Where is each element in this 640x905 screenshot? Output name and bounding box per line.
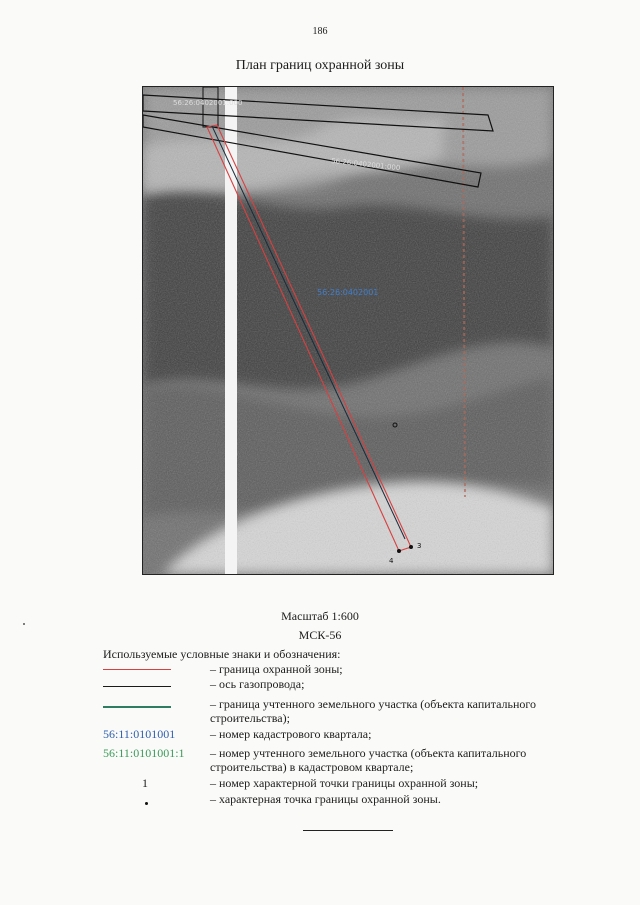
dash: – — [210, 677, 216, 691]
legend-text-axis: ось газопровода; — [219, 677, 305, 691]
boundary-point-3[interactable] — [409, 545, 413, 549]
parcel-number-sample: 56:11:0101001:1 — [103, 746, 185, 760]
boundary-point-4[interactable] — [397, 549, 401, 553]
legend-text-point: характерная точка границы охранной зоны. — [219, 792, 441, 806]
parcel-label-top: 56:26:0402001:000 — [173, 99, 243, 107]
dash: – — [210, 746, 216, 760]
legend-item-point — [103, 792, 583, 806]
legend-text-parcel-number: номер учтенного земельного участка (объекта капитального строительства) в кадастровом квартале; — [210, 746, 527, 774]
legend-item-zone — [103, 662, 583, 676]
quarter-number-sample: 56:11:0101001 — [103, 727, 176, 741]
road-strip — [225, 87, 237, 574]
coordinate-system: МСК-56 — [298, 628, 342, 642]
footer-rule — [303, 830, 393, 831]
plan-title: План границ охранной зоны — [235, 58, 405, 73]
page-number: 186 — [312, 26, 328, 37]
point-label-4: 4 — [389, 557, 394, 565]
legend-item-axis — [103, 677, 583, 691]
legend-text-parcel: граница учтенного земельного участка (объекта капитального строительства); — [210, 697, 537, 725]
dash: – — [210, 776, 216, 790]
quarter-label: 56:26:0402001 — [317, 288, 379, 297]
dash: – — [210, 792, 216, 806]
dash: – — [210, 662, 216, 676]
parcel-label-middle: 56:26:0402001:000 — [330, 157, 401, 173]
zone-line-symbol — [103, 669, 171, 670]
point-number-sample: 1 — [142, 776, 148, 790]
legend-title: Используемые условные знаки и обозначения: — [103, 647, 341, 661]
legend-item-quarter — [103, 727, 583, 741]
legend-item-parcel-number — [103, 746, 583, 774]
parcel-line-symbol — [103, 706, 171, 708]
map-image[interactable] — [142, 86, 554, 575]
legend-item-parcel — [103, 697, 583, 725]
point-label-3: 3 — [417, 542, 422, 550]
legend-text-quarter: номер кадастрового квартала; — [219, 727, 372, 741]
dash: – — [210, 727, 216, 741]
scale-text: Масштаб 1:600 — [281, 609, 359, 623]
legend-text-point-number: номер характерной точки границы охранной зоны; — [219, 776, 479, 790]
axis-line-symbol — [103, 686, 171, 687]
legend-text-zone: границa охранной зоны; — [219, 662, 343, 676]
point-dot-symbol — [145, 802, 148, 805]
legend-item-point-number — [103, 776, 583, 790]
dash: – — [210, 697, 216, 711]
